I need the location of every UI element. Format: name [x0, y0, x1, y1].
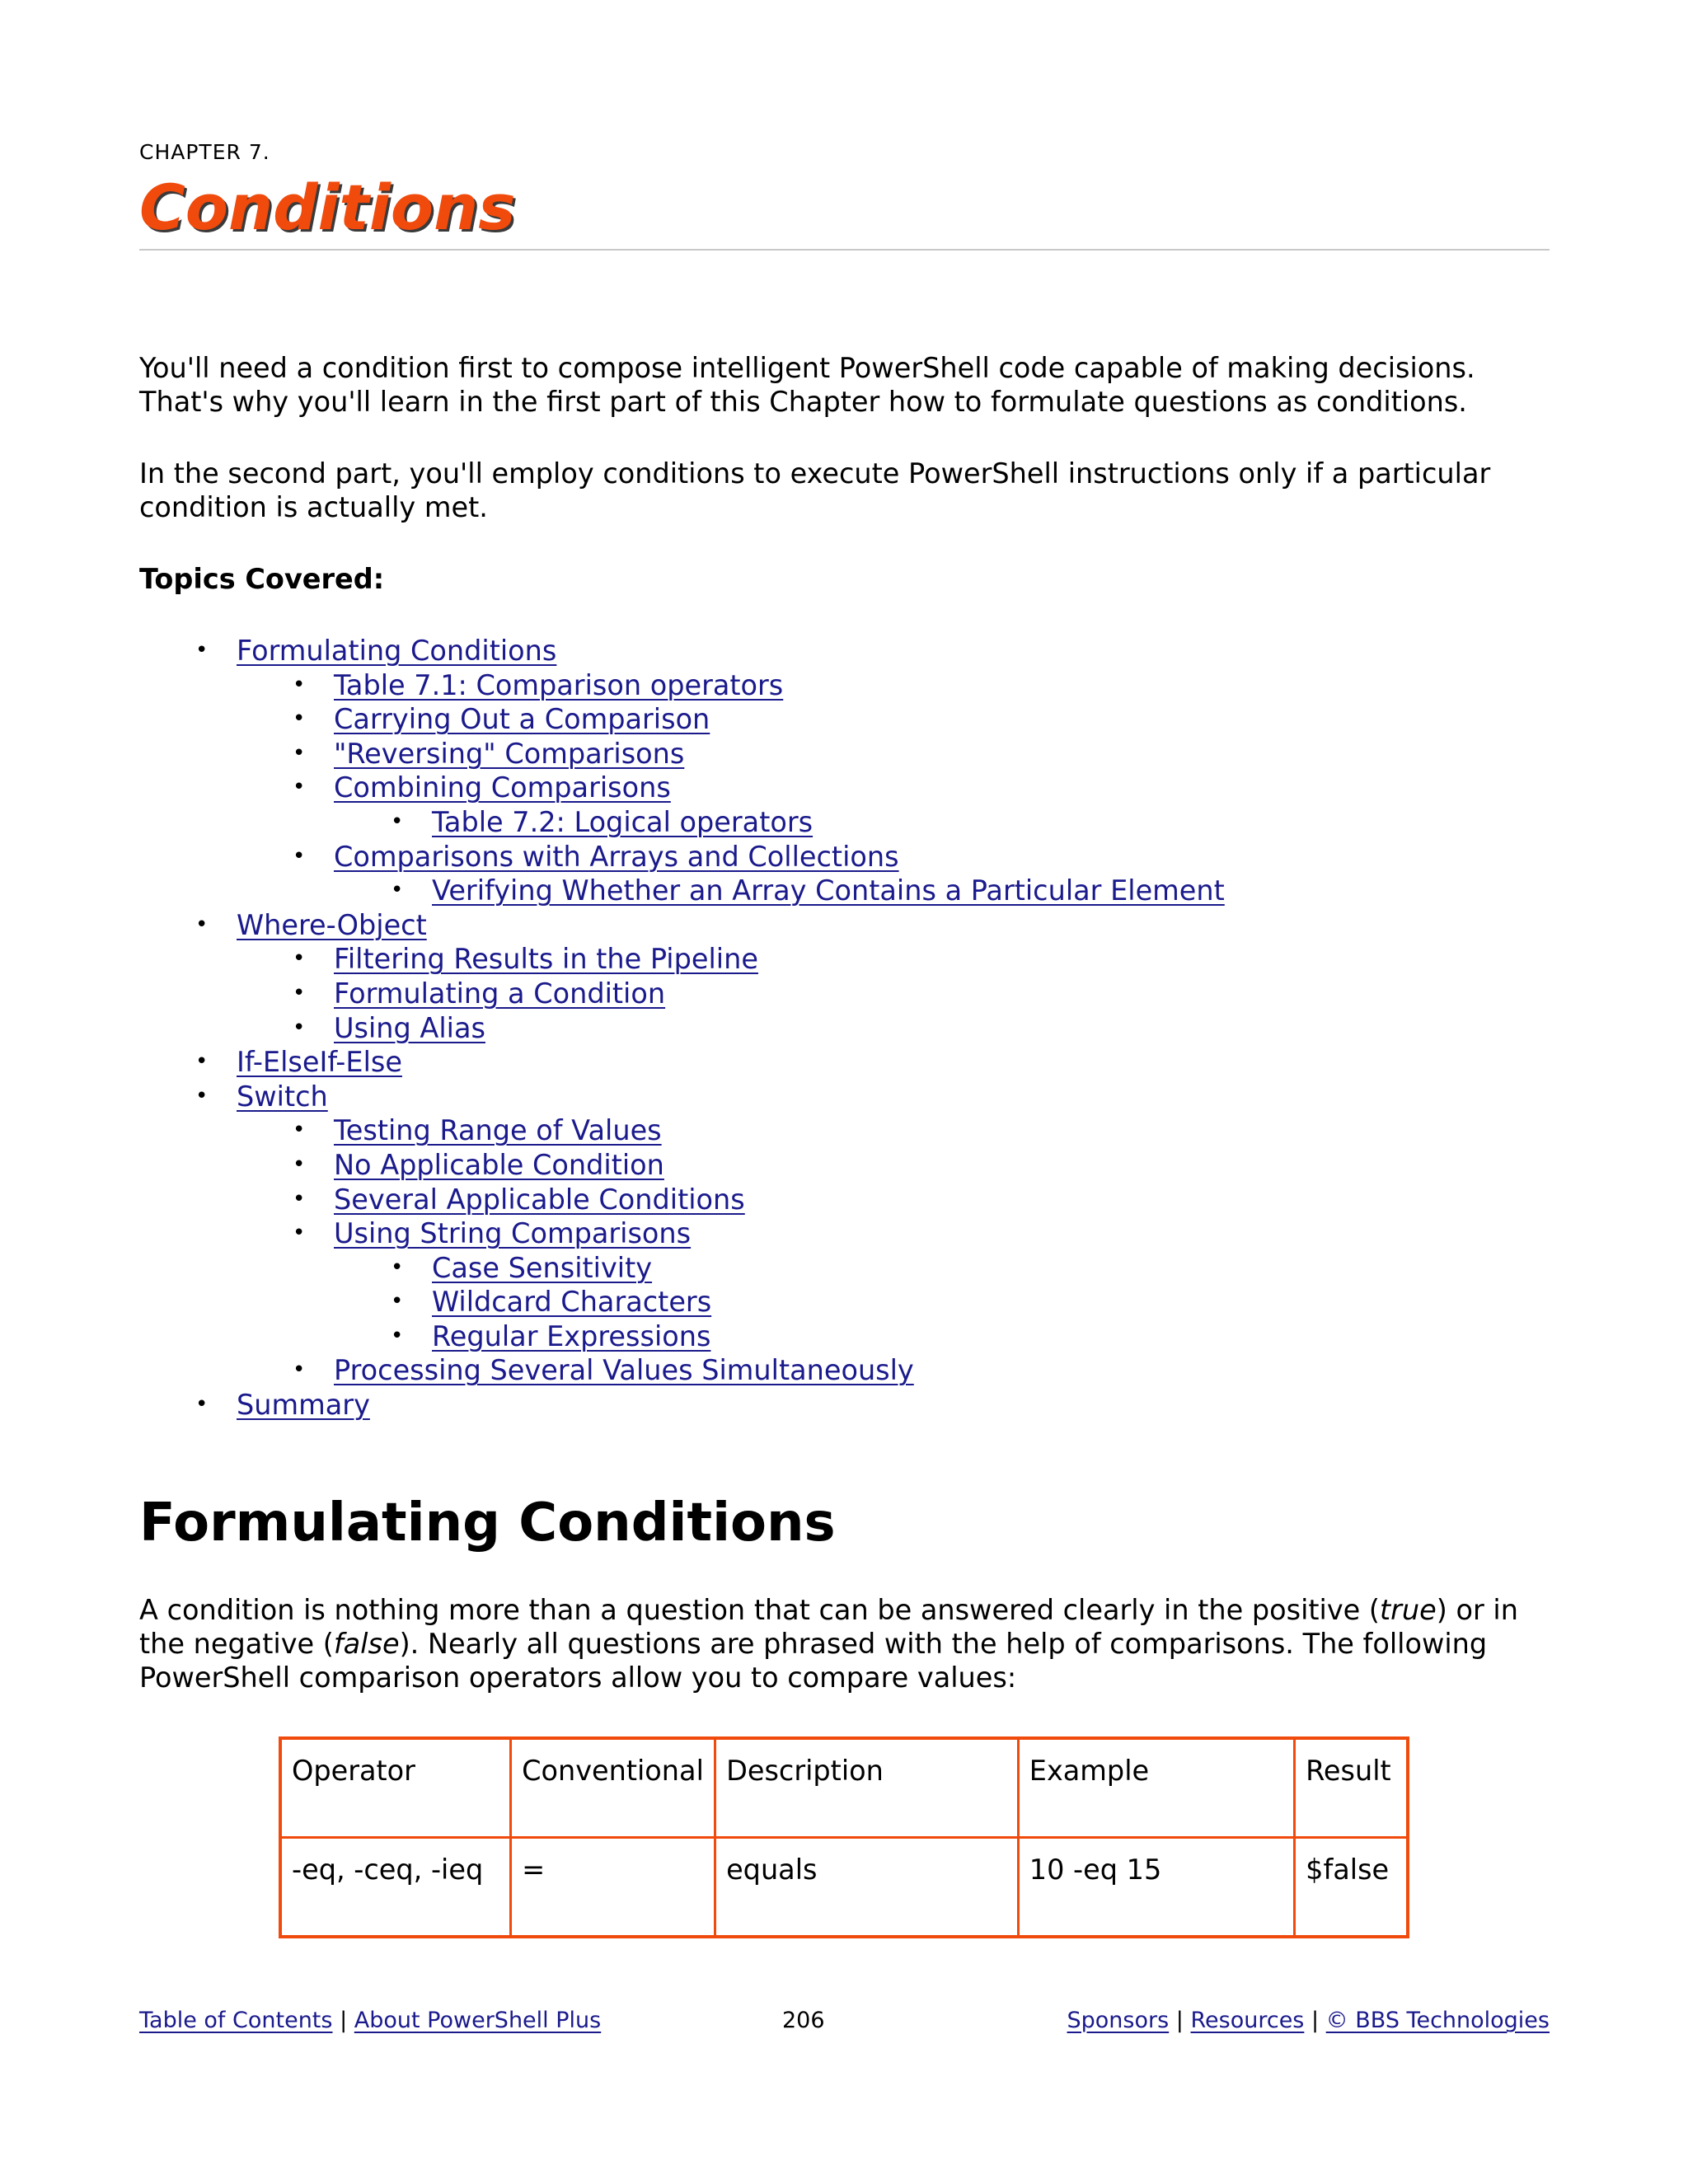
true-word: true [1379, 1594, 1437, 1626]
toc-link-formulating-a-condition[interactable]: Formulating a Condition [334, 977, 666, 1010]
page-footer [139, 2004, 1550, 2037]
bullet-icon: • [293, 1015, 306, 1040]
cell-operator: -eq, -ceq, -ieq [280, 1838, 511, 1938]
footer-link-table-of-contents[interactable]: Table of Contents [139, 2008, 333, 2033]
toc-link-switch[interactable]: Switch [237, 1080, 328, 1113]
toc-link-carrying-out-comparison[interactable]: Carrying Out a Comparison [334, 703, 710, 736]
intro-paragraph-2: In the second part, you'll employ conditions to execute PowerShell instructions only if a particular condition is actually met. [139, 457, 1491, 523]
toc-link-several-applicable-conditions[interactable]: Several Applicable Conditions [334, 1183, 745, 1216]
bullet-icon: • [391, 878, 404, 903]
bullet-icon: • [391, 1323, 404, 1348]
comparison-operator-table [279, 1736, 1409, 1938]
paragraph-text-3: ). Nearly all questions are phrased with the help of comparisons. The following PowerShell comparison operators allow you to compare values: [139, 1628, 1488, 1694]
bullet-icon: • [391, 1289, 404, 1315]
toc-link-filtering-results[interactable]: Filtering Results in the Pipeline [334, 943, 758, 976]
bullet-icon: • [293, 1186, 306, 1212]
intro-paragraph-1: You'll need a condition first to compose intelligent PowerShell code capable of making decisions. That's why you'll learn in the first part of this Chapter how to formulate questions as conditions. [139, 352, 1475, 418]
bullet-icon: • [391, 808, 404, 834]
list-item [139, 634, 1550, 668]
list-item [139, 1319, 1550, 1354]
list-item [139, 1251, 1550, 1286]
list-item [139, 1113, 1550, 1148]
chapter-title: Conditions [139, 171, 516, 244]
toc-link-regular-expressions[interactable]: Regular Expressions [432, 1319, 711, 1352]
list-item [139, 1353, 1550, 1388]
bullet-icon: • [293, 1221, 306, 1246]
bullet-icon: • [293, 1151, 306, 1177]
footer-separator: | [340, 2008, 348, 2033]
toc-link-verifying-array-element[interactable]: Verifying Whether an Array Contains a Particular Element [432, 874, 1225, 907]
section-heading: Formulating Conditions [139, 1493, 836, 1554]
footer-link-resources[interactable]: Resources [1190, 2008, 1305, 2033]
list-item [139, 1388, 1550, 1422]
list-item [139, 840, 1550, 874]
cell-example: 10 -eq 15 [1018, 1838, 1294, 1938]
list-item [139, 737, 1550, 771]
footer-link-sponsors[interactable]: Sponsors [1067, 2008, 1170, 2033]
header-result: Result [1295, 1738, 1408, 1838]
header-operator: Operator [280, 1738, 511, 1838]
paragraph-text-1: A condition is nothing more than a question that can be answered clearly in the positive ( [139, 1594, 1380, 1626]
list-item [139, 1011, 1550, 1046]
toc-link-using-string-comparisons[interactable]: Using String Comparisons [334, 1217, 692, 1250]
list-item [139, 1148, 1550, 1183]
bullet-icon: • [293, 1357, 306, 1383]
toc-link-case-sensitivity[interactable]: Case Sensitivity [432, 1251, 653, 1284]
cell-description: equals [715, 1838, 1019, 1938]
bullet-icon: • [195, 912, 209, 937]
table-row [280, 1838, 1408, 1938]
bullet-icon: • [293, 706, 306, 732]
list-item [139, 942, 1550, 977]
bullet-icon: • [293, 980, 306, 1005]
list-item [139, 1285, 1550, 1319]
list-item [139, 874, 1550, 908]
footer-link-about-powershell-plus[interactable]: About PowerShell Plus [354, 2008, 602, 2033]
toc-link-formulating-conditions[interactable]: Formulating Conditions [237, 635, 557, 667]
table-header-row [280, 1738, 1408, 1838]
cell-conventional: = [511, 1838, 715, 1938]
cell-result: $false [1295, 1838, 1408, 1938]
list-item [139, 1216, 1550, 1251]
header-conventional: Conventional [511, 1738, 715, 1838]
footer-separator: | [1175, 2008, 1184, 2033]
toc-link-testing-range[interactable]: Testing Range of Values [334, 1114, 662, 1147]
bullet-icon: • [293, 843, 306, 869]
bullet-icon: • [195, 1392, 209, 1418]
list-item [139, 668, 1550, 703]
toc-link-processing-several-values[interactable]: Processing Several Values Simultaneously [334, 1354, 914, 1387]
topics-list [139, 634, 1550, 1422]
bullet-icon: • [293, 740, 306, 766]
list-item [139, 771, 1550, 805]
bullet-icon: • [195, 638, 209, 663]
chapter-label: CHAPTER 7. [139, 140, 270, 164]
toc-link-table-7-1[interactable]: Table 7.1: Comparison operators [334, 668, 784, 701]
list-item [139, 702, 1550, 737]
list-item [139, 1183, 1550, 1217]
header-description: Description [715, 1738, 1019, 1838]
bullet-icon: • [293, 672, 306, 697]
toc-link-no-applicable-condition[interactable]: No Applicable Condition [334, 1148, 664, 1181]
paragraph-text-2: ) or in the negative ( [139, 1594, 1518, 1660]
list-item [139, 1045, 1550, 1080]
title-divider [139, 249, 1550, 251]
toc-link-where-object[interactable]: Where-Object [237, 908, 427, 941]
toc-link-reversing-comparisons[interactable]: "Reversing" Comparisons [334, 737, 685, 770]
section-paragraph [139, 1593, 1550, 1694]
toc-link-table-7-2[interactable]: Table 7.2: Logical operators [432, 805, 814, 838]
bullet-icon: • [293, 775, 306, 800]
toc-link-using-alias[interactable]: Using Alias [334, 1011, 485, 1044]
header-example: Example [1018, 1738, 1294, 1838]
footer-right-links [1067, 2004, 1550, 2037]
toc-link-comparisons-arrays[interactable]: Comparisons with Arrays and Collections [334, 840, 899, 873]
list-item [139, 1080, 1550, 1114]
list-item [139, 977, 1550, 1011]
bullet-icon: • [195, 1049, 209, 1075]
footer-separator: | [1311, 2008, 1320, 2033]
footer-left-links [139, 2004, 601, 2037]
bullet-icon: • [293, 1118, 306, 1143]
topics-heading: Topics Covered: [139, 563, 385, 595]
bullet-icon: • [195, 1083, 209, 1108]
bullet-icon: • [391, 1254, 404, 1280]
toc-link-wildcard-characters[interactable]: Wildcard Characters [432, 1286, 712, 1319]
toc-link-if-elseif-else[interactable]: If-ElseIf-Else [237, 1046, 402, 1079]
footer-link-copyright[interactable]: © BBS Technologies [1325, 2008, 1550, 2033]
document-page [139, 0, 1550, 2184]
toc-link-summary[interactable]: Summary [237, 1389, 370, 1422]
false-word: false [333, 1628, 400, 1660]
page-number: 206 [782, 2008, 825, 2033]
list-item [139, 908, 1550, 943]
list-item [139, 805, 1550, 840]
bullet-icon: • [293, 946, 306, 972]
toc-link-combining-comparisons[interactable]: Combining Comparisons [334, 771, 671, 804]
